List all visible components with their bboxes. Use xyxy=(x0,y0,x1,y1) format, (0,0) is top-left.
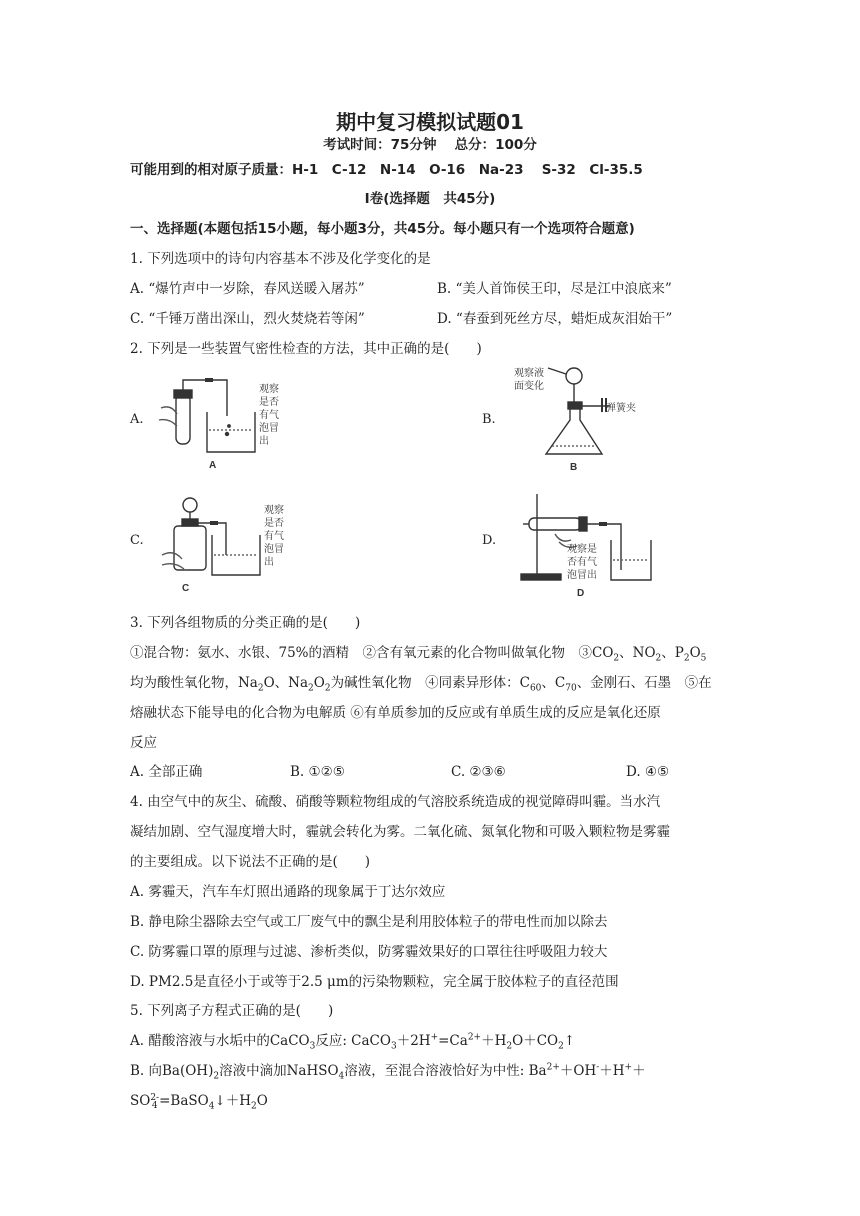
q5-option-b: B. 向$Ba(OH)_2$溶液中滴加NaHSO$_4$溶液，至混合溶液恰好为中性: $Ba^{2+}+OH^-+H^++$ xyxy=(130,1062,646,1082)
q2-label-b: B. xyxy=(482,412,496,427)
fig-a-note-5: 出 xyxy=(259,436,269,447)
q4-line-3: 的主要组成。以下说法不正确的是( ) xyxy=(130,854,371,870)
fig-a-caption: A xyxy=(209,460,217,471)
fig-b-note-2: 面变化 xyxy=(514,381,544,392)
fig-a-note-2: 是否 xyxy=(259,397,279,408)
q4-line-1: 4. 由空气中的灰尘、硫酸、硝酸等颗粒物组成的气溶胶系统造成的视觉障碍叫霾。当水汽 xyxy=(130,794,661,810)
q4-option-b: B. 静电除尘器除去空气或工厂废气中的飘尘是利用胶体粒子的带电性而加以除去 xyxy=(130,914,608,930)
q3-line-2: 均为酸性氧化物，$Na_2O$、$Na_2O_2$为碱性氧化物 ④同素异形体：$C_{60}$、$C_{70}$、金刚石、石墨 ⑤在 xyxy=(130,675,712,694)
apparatus-d-figure xyxy=(515,490,665,600)
fig-c-note-3: 有气 xyxy=(264,531,284,542)
fig-c-note-4: 泡冒 xyxy=(264,544,284,555)
q4-option-d: D. PM2.5是直径小于或等于2.5 μm的污染物颗粒，完全属于胶体粒子的直径范围 xyxy=(130,974,619,990)
q2-label-c: C. xyxy=(130,533,144,548)
fig-c-note-5: 出 xyxy=(264,557,274,568)
apparatus-c-figure xyxy=(160,495,320,595)
fig-b-caption: B xyxy=(570,462,578,473)
q1-option-d: D. “春蚕到死丝方尽，蜡炬成灰泪始干” xyxy=(437,311,673,327)
q3-line-4: 反应 xyxy=(130,735,157,751)
q5-option-b-continued: SO 2- 4 $=BaSO_4↓+H_2O$ xyxy=(130,1092,268,1112)
fig-c-caption: C xyxy=(182,583,190,594)
q3-line-1: ①混合物：氨水、水银、75%的酒精 ②含有氧元素的化合物叫做氧化物 $③CO_2$、$NO_2$、$P_2O_5$ xyxy=(130,645,707,664)
q1-option-b: B. “美人首饰侯王印，尽是江中浪底来” xyxy=(437,281,672,297)
q5-stem: 5. 下列离子方程式正确的是( ) xyxy=(130,1003,334,1019)
page-title: 期中复习模拟试题01 xyxy=(336,110,524,134)
q3-stem: 3. 下列各组物质的分类正确的是( ) xyxy=(130,615,361,631)
apparatus-b-figure xyxy=(510,364,650,474)
q5-option-a: A. 醋酸溶液与水垢中的CaCO$_3$反应: $CaCO_3+2H^+=Ca^{2+}+H_2O+CO_2↑$ xyxy=(130,1032,576,1052)
section-title: 一、选择题(本题包括15小题，每小题3分，共45分。每小题只有一个选项符合题意) xyxy=(130,221,635,237)
q2-stem: 2. 下列是一些装置气密性检查的方法，其中正确的是( ) xyxy=(130,341,482,357)
q1-option-a: A. “爆竹声中一岁除，春风送暖入屠苏” xyxy=(130,281,365,297)
fig-c-note-2: 是否 xyxy=(264,518,284,529)
q3-option-b: B. ①②⑤ xyxy=(290,764,345,780)
fig-a-note-3: 有气 xyxy=(259,410,279,421)
fig-b-clip: 弹簧夹 xyxy=(606,403,636,414)
volume-title: Ⅰ卷(选择题 共45分) xyxy=(364,191,496,207)
atomic-masses: 可能用到的相对原子质量：H-1 C-12 N-14 O-16 Na-23 S-32 Cl-35.5 xyxy=(130,162,643,178)
q3-line-3: 熔融状态下能导电的化合物为电解质 ⑥有单质参加的反应或有单质生成的反应是氧化还原 xyxy=(130,705,661,721)
q3-option-c: C. ②③⑥ xyxy=(451,764,506,780)
q2-label-d: D. xyxy=(482,533,497,548)
fig-d-caption: D xyxy=(577,588,585,599)
fig-d-note-1: 观察是 xyxy=(567,544,597,555)
q1-option-c: C. “千锤万凿出深山，烈火焚烧若等闲” xyxy=(130,311,365,327)
fig-d-note-2: 否有气 xyxy=(567,557,597,568)
q2-label-a: A. xyxy=(130,412,144,427)
apparatus-a-figure xyxy=(155,372,315,472)
q3-option-d: D. ④⑤ xyxy=(626,764,670,780)
q1-stem: 1. 下列选项中的诗句内容基本不涉及化学变化的是 xyxy=(130,251,431,267)
q3-option-a: A. 全部正确 xyxy=(130,764,203,780)
q4-option-a: A. 雾霾天，汽车车灯照出通路的现象属于丁达尔效应 xyxy=(130,884,446,900)
fig-c-note-1: 观察 xyxy=(264,505,284,516)
q4-line-2: 凝结加剧、空气湿度增大时，霾就会转化为雾。二氧化硫、氮氧化物和可吸入颗粒物是雾霾 xyxy=(130,824,670,840)
exam-info: 考试时间：75分钟 总分：100分 xyxy=(323,137,537,153)
fig-d-note-3: 泡冒出 xyxy=(567,570,597,581)
fig-a-note-1: 观察 xyxy=(259,384,279,395)
q4-option-c: C. 防雾霾口罩的原理与过滤、渗析类似，防雾霾效果好的口罩往往呼吸阻力较大 xyxy=(130,944,608,960)
fig-a-note-4: 泡冒 xyxy=(259,423,279,434)
fig-b-note-1: 观察液 xyxy=(514,368,544,379)
